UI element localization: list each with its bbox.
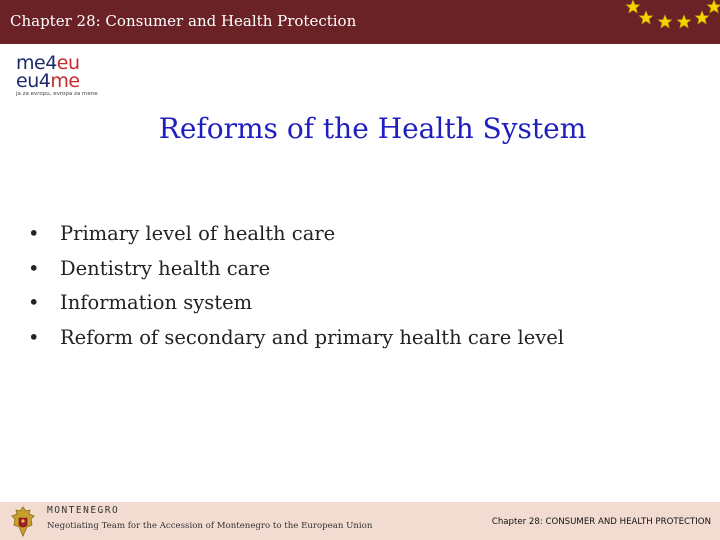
- chapter-title: Chapter 28: Consumer and Health Protection: [10, 12, 357, 30]
- bullet-mark: •: [28, 291, 40, 314]
- logo-text-eu: eu: [56, 52, 80, 74]
- bullet-text: Dentistry health care: [60, 256, 271, 280]
- bullet-text: Reform of secondary and primary health care level: [60, 325, 565, 349]
- footer-country: MONTENEGRO: [47, 505, 120, 516]
- bullet-mark: •: [28, 256, 40, 280]
- logo-text-me: me: [50, 70, 80, 92]
- header-bar: [0, 0, 720, 44]
- bullet-text: Information system: [60, 291, 253, 314]
- me4eu-logo: [16, 54, 112, 98]
- logo-text-eu4: eu4: [16, 70, 51, 92]
- bullet-mark: •: [28, 325, 40, 349]
- bullet-text: Primary level of health care: [60, 222, 336, 245]
- slide-title: Reforms of the Health System: [158, 112, 587, 145]
- footer-bar: [0, 502, 720, 540]
- coat-of-arms-icon: [8, 505, 38, 538]
- footer-team: Negotiating Team for the Accession of Montenegro to the European Union: [47, 521, 373, 531]
- eu-stars-icon: [610, 0, 720, 44]
- footer-chapter: Chapter 28: CONSUMER AND HEALTH PROTECTION: [491, 517, 711, 527]
- bullet-mark: •: [28, 222, 40, 245]
- logo-text-me4: me4: [16, 52, 57, 74]
- logo-tagline: ja za evropu, evropa za mene: [16, 91, 98, 97]
